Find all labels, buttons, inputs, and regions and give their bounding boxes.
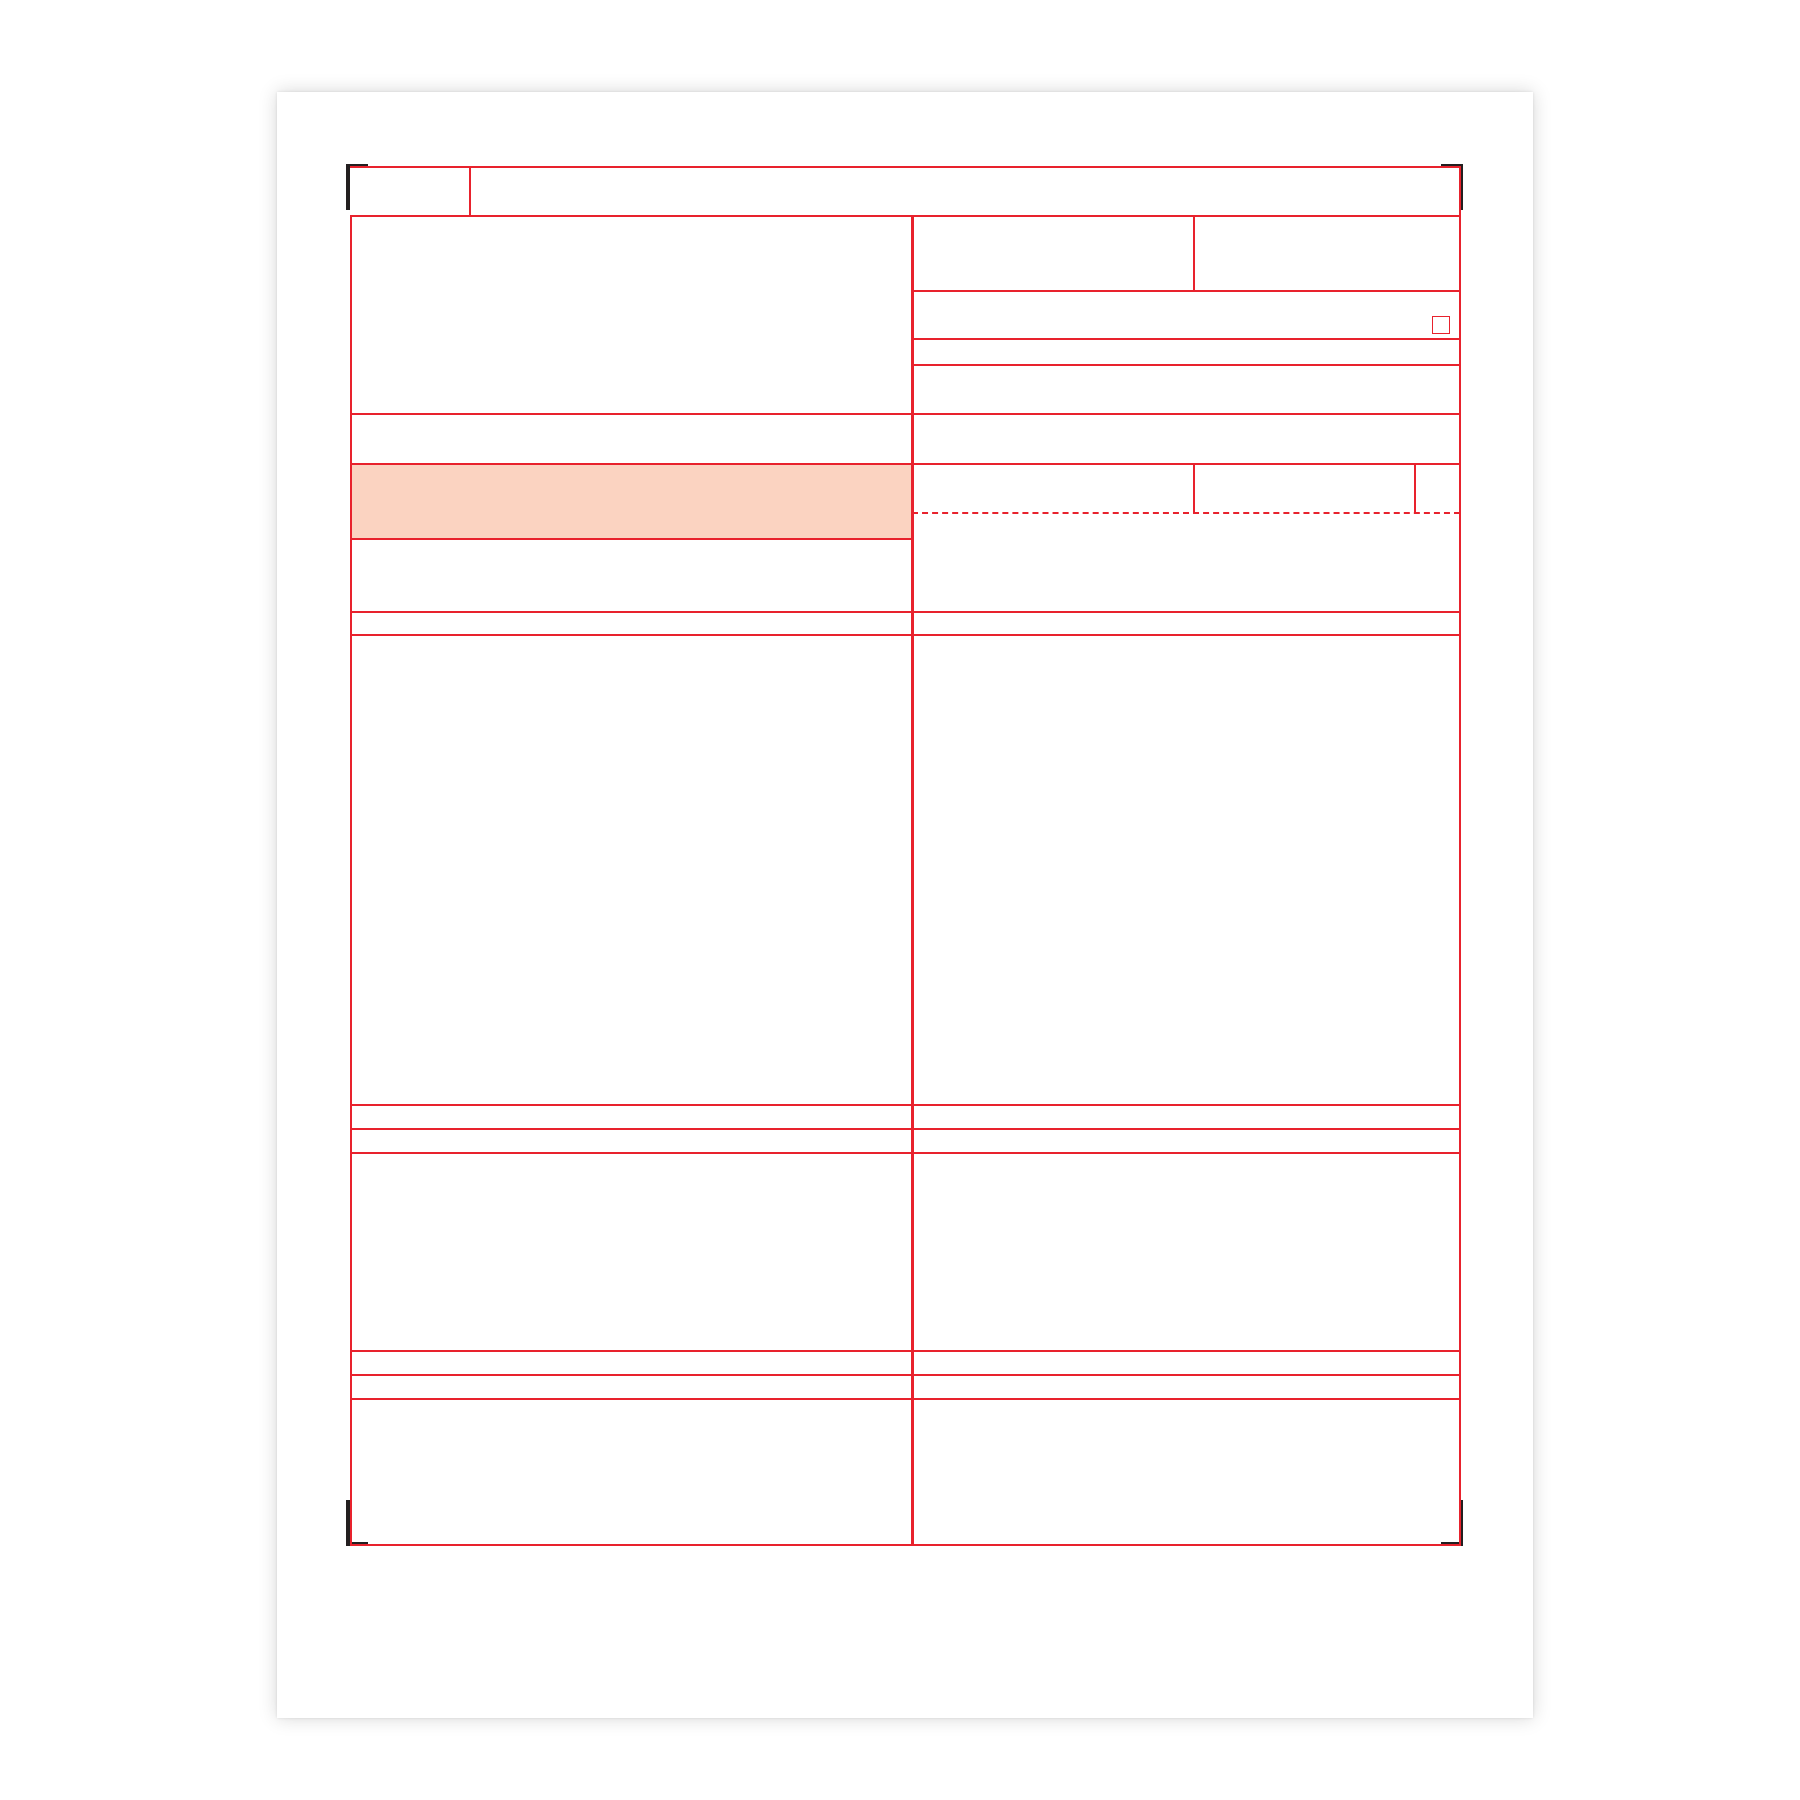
frame-right (1459, 166, 1461, 1546)
void-code-divider (469, 166, 471, 217)
shaded-reserved-area (352, 465, 911, 538)
locality-top-rule (350, 1350, 1461, 1352)
h-last-divider (1193, 463, 1195, 513)
f-bottom (912, 413, 1461, 415)
federal-header-bottom (350, 634, 1461, 636)
state-header-bottom (350, 1152, 1461, 1154)
box-a-label (362, 219, 366, 235)
box-c-label (923, 219, 927, 235)
federal-top-rule (350, 611, 1461, 613)
box-a-bottom (350, 413, 912, 415)
e-bottom (912, 338, 1461, 340)
box-f-label (923, 368, 927, 384)
box-e-line1 (923, 297, 927, 313)
box-h-label (923, 467, 927, 483)
fg-instruction-bottom (912, 364, 1461, 366)
h-dashed-rule (912, 512, 1460, 514)
h-suff-divider (1414, 463, 1416, 513)
c-d-divider (1193, 215, 1195, 291)
box-e-checkbox[interactable] (1432, 316, 1450, 334)
corner-mark-tl-v (346, 164, 350, 210)
frame-bottom (350, 1544, 1461, 1546)
box-b-label (362, 417, 366, 433)
locality-title-bottom (350, 1374, 1461, 1376)
box-g-label (923, 417, 927, 433)
box-i-label (923, 590, 927, 606)
state-top-rule (350, 1104, 1461, 1106)
official-strip-bottom-rule (350, 215, 1461, 217)
locality-header-bottom (350, 1398, 1461, 1400)
box-d-label (1204, 219, 1208, 235)
top-rule (350, 166, 1461, 168)
state-title-bottom (350, 1128, 1461, 1130)
g-bottom (912, 463, 1461, 465)
shade-bottom-rule (350, 538, 912, 540)
cd-bottom (912, 290, 1461, 292)
